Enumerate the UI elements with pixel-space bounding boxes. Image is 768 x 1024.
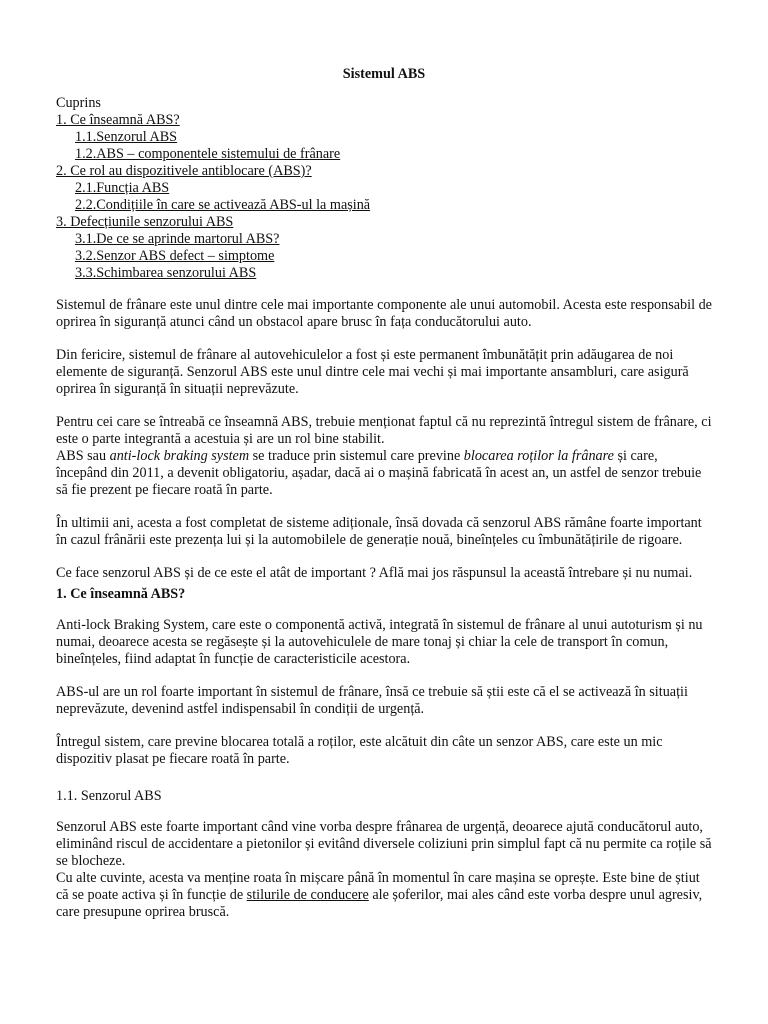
toc-link-3-2[interactable]: 3.2.Senzor ABS defect – simptome <box>75 248 275 264</box>
toc-label: Cuprins <box>56 95 101 111</box>
intro-paragraph-2: Din fericire, sistemul de frânare al autovehiculelor a fost și este permanent îmbunătățit prin adăugarea de noi elemente de siguranță. Senzorul ABS este unul dintre cele mai vechi și mai importante ansambluri, care asigură oprirea în siguranță în situații neprevăzute. <box>56 347 689 397</box>
section-1-1-p2-text-a: Cu alte cuvinte, acesta va menține roata în mișcare până în momentul în care mașina se oprește. Este bine de știut că se poate activa și în funcție de <box>56 870 700 903</box>
section-1-1-heading: 1.1. Senzorul ABS <box>56 788 162 804</box>
intro-p4-text-c: și care, începând din 2011, a devenit obligatoriu, așadar, dacă ai o mașină fabricată în acest an, un astfel de senzor trebuie să fie prezent pe fiecare roată în parte. <box>56 448 702 498</box>
table-of-contents <box>56 95 712 282</box>
toc-link-1[interactable]: 1. Ce înseamnă ABS? <box>56 112 180 128</box>
toc-link-1-1[interactable]: 1.1.Senzorul ABS <box>75 129 178 145</box>
intro-p4-italic-term: anti-lock braking system <box>109 448 250 464</box>
section-1-paragraph-2: ABS-ul are un rol foarte important în sistemul de frânare, însă ce trebuie să știi este că el se activează în situații neprevăzute, devenind astfel indispensabil în condiții de urgență. <box>56 684 688 717</box>
intro-paragraph-4 <box>56 448 712 499</box>
intro-paragraph-5: În ultimii ani, acesta a fost completat de sisteme adiționale, însă dovada că senzorul ABS rămâne foarte important în cazul frânării este prezența lui și la automobilele de generație nouă, bineînțeles cu îmbunătățirile de rigoare. <box>56 515 702 548</box>
section-1-paragraph-1: Anti-lock Braking System, care este o componentă activă, integrată în sistemul de frânare al unui autoturism și nu numai, deoarece acesta se regăsește și la autovehiculele de mare tonaj și chiar la cele de transport în comun, bineînțeles, fiind adaptat în funcție de caracteristicile acestora. <box>56 617 703 667</box>
section-1-1-paragraph-2 <box>56 870 712 921</box>
intro-p4-text-a: ABS sau <box>56 448 110 464</box>
driving-styles-link[interactable]: stilurile de conducere <box>246 887 369 903</box>
intro-p4-text-b: se traduce prin sistemul care previne <box>249 448 464 464</box>
toc-link-1-2[interactable]: 1.2.ABS – componentele sistemului de frânare <box>75 146 341 162</box>
toc-link-3-1[interactable]: 3.1.De ce se aprinde martorul ABS? <box>75 231 280 247</box>
toc-link-3-3[interactable]: 3.3.Schimbarea senzorului ABS <box>75 265 257 281</box>
intro-paragraph-3: Pentru cei care se întreabă ce înseamnă ABS, trebuie menționat faptul că nu reprezintă întregul sistem de frânare, ci este o parte integrantă a acestuia și are un rol bine stabilit. <box>56 414 712 447</box>
section-1-heading: 1. Ce înseamnă ABS? <box>56 586 186 602</box>
toc-link-3[interactable]: 3. Defecțiunile senzorului ABS <box>56 214 234 230</box>
toc-link-2[interactable]: 2. Ce rol au dispozitivele antiblocare (ABS)? <box>56 163 312 179</box>
document-title: Sistemul ABS <box>342 66 426 82</box>
toc-link-2-2[interactable]: 2.2.Condițiile în care se activează ABS-ul la mașină <box>75 197 371 213</box>
section-1-1-p2-text-b: ale șoferilor, mai ales când este vorba despre unul agresiv, care presupune oprirea bruscă. <box>56 887 703 920</box>
intro-p4-italic-phrase: blocarea roților la frânare <box>463 448 614 464</box>
intro-paragraph-6: Ce face senzorul ABS și de ce este el atât de important ? Află mai jos răspunsul la această întrebare și nu numai. <box>56 565 693 581</box>
section-1-paragraph-3: Întregul sistem, care previne blocarea totală a roților, este alcătuit din câte un senzor ABS, care este un mic dispozitiv plasat pe fiecare roată în parte. <box>56 734 663 767</box>
intro-paragraph-1: Sistemul de frânare este unul dintre cele mai importante componente ale unui automobil. Acesta este responsabil de oprirea în siguranță atunci când un obstacol apare brusc în fața conducătorului auto. <box>56 297 712 330</box>
toc-link-2-1[interactable]: 2.1.Funcția ABS <box>75 180 170 196</box>
section-1-1-paragraph-1: Senzorul ABS este foarte important când vine vorba despre frânarea de urgență, deoarece ajută conducătorul auto, eliminând riscul de accidentare a pietonilor și evitând diversele coliziuni prin simplul fapt că nu permite ca roțile să se blocheze. <box>56 819 712 869</box>
